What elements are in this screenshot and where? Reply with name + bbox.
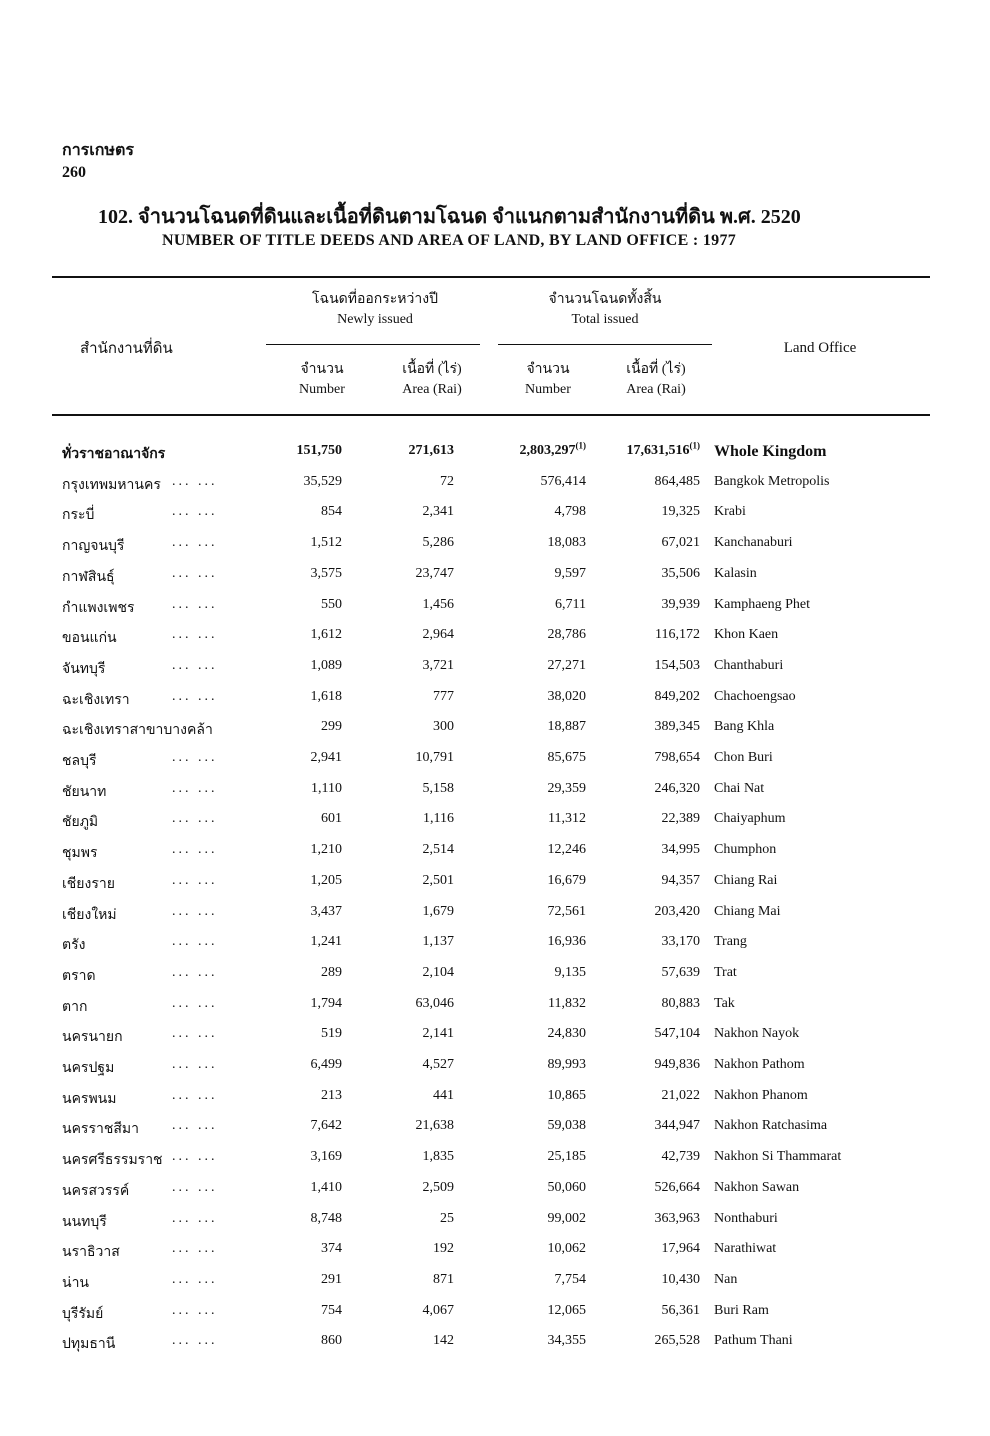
office-thai-cell: นครปฐม	[62, 1061, 115, 1076]
new-number-cell: 1,110	[311, 780, 342, 796]
header-number-thai: จำนวน	[300, 362, 344, 377]
new-number-cell: 601	[321, 811, 342, 827]
leader-dots: ... ...	[172, 872, 218, 888]
new-area-cell: 271,613	[408, 443, 454, 458]
table-row	[0, 504, 990, 534]
new-number-cell: 1,612	[310, 627, 342, 643]
total-area-cell: 34,995	[661, 842, 700, 858]
new-number-cell: 519	[321, 1026, 342, 1042]
new-number-cell: 1,205	[310, 872, 342, 888]
total-number-cell: 7,754	[554, 1271, 586, 1287]
total-number-cell: 16,679	[547, 872, 586, 888]
office-english-cell: Kanchanaburi	[714, 535, 793, 551]
office-thai-cell: กรุงเทพมหานคร	[62, 477, 161, 493]
total-area-cell: 798,654	[654, 750, 700, 765]
table-row	[0, 996, 990, 1026]
total-number-cell: 10,062	[547, 1241, 586, 1257]
new-number-cell: 151,750	[296, 443, 342, 458]
table-row	[0, 1272, 990, 1302]
leader-dots: ... ...	[172, 1302, 218, 1318]
office-english-cell: Pathum Thani	[714, 1333, 793, 1349]
table-row	[0, 934, 990, 964]
new-number-cell: 860	[321, 1333, 342, 1349]
new-number-cell: 213	[321, 1087, 342, 1103]
new-area-cell: 23,747	[415, 565, 454, 581]
leader-dots: ... ...	[172, 1271, 218, 1287]
header-area-english: Area (Rai)	[402, 382, 462, 397]
new-number-cell: 754	[321, 1302, 342, 1318]
total-number-cell: 11,312	[548, 811, 586, 827]
table-row	[0, 1211, 990, 1241]
new-number-cell: 1,512	[310, 535, 342, 551]
table-row	[0, 658, 990, 688]
new-area-cell: 72	[440, 473, 454, 489]
leader-dots: ... ...	[172, 1026, 218, 1042]
office-english-cell: Kalasin	[714, 565, 757, 581]
total-number-cell: 72,561	[547, 903, 586, 919]
office-english-cell: Chanthaburi	[714, 657, 784, 673]
leader-dots: ... ...	[172, 688, 218, 704]
total-number-cell: 27,271	[547, 657, 586, 673]
total-number-cell: 25,185	[547, 1149, 586, 1165]
total-area-cell: 389,345	[654, 719, 700, 735]
leader-dots: ... ...	[172, 750, 218, 765]
section-name: การเกษตร	[62, 142, 134, 159]
total-area-cell: 949,836	[654, 1057, 700, 1072]
new-number-cell: 3,575	[310, 565, 342, 581]
header-newly-thai: โฉนดที่ออกระหว่างปี	[312, 292, 438, 307]
leader-dots: ... ...	[172, 596, 218, 612]
office-thai-cell: ชลบุรี	[62, 754, 97, 769]
header-newly-number	[282, 360, 362, 400]
new-area-cell: 1,116	[423, 811, 454, 827]
total-area-cell: 39,939	[661, 596, 700, 612]
table-row	[0, 627, 990, 657]
new-area-cell: 1,137	[422, 934, 454, 950]
office-thai-cell: น่าน	[62, 1275, 90, 1291]
header-office-thai: สำนักงานที่ดิน	[80, 341, 173, 357]
office-english-cell: Nakhon Si Thammarat	[714, 1149, 842, 1165]
office-english-cell: Trang	[714, 934, 747, 950]
new-number-cell: 1,410	[310, 1179, 342, 1195]
office-english-cell: Chachoengsao	[714, 688, 796, 704]
office-thai-cell: กาญจนบุรี	[62, 539, 125, 555]
header-total-english: Total issued	[571, 312, 639, 327]
table-row	[0, 811, 990, 841]
office-thai-cell: เชียงใหม่	[62, 907, 117, 923]
office-english-cell: Chiang Mai	[714, 903, 781, 919]
header-office-english: Land Office	[783, 340, 857, 356]
total-area-cell: 17,964	[661, 1241, 700, 1257]
office-english-cell: Chai Nat	[714, 780, 765, 796]
new-area-cell: 871	[433, 1271, 454, 1287]
office-english-cell: Nakhon Sawan	[714, 1179, 800, 1195]
leader-dots: ... ...	[172, 1087, 218, 1103]
total-number-cell: 50,060	[547, 1179, 586, 1195]
office-english-cell: Nakhon Nayok	[714, 1026, 800, 1042]
table-row	[0, 842, 990, 872]
header-total-number	[508, 360, 588, 400]
office-thai-cell: ฉะเชิงเทรา	[62, 692, 130, 708]
office-thai-cell: นครพนม	[62, 1091, 117, 1107]
header-number-english: Number	[525, 382, 571, 397]
total-area-cell: 35,506	[661, 565, 700, 581]
total-number-cell: 99,002	[547, 1210, 586, 1226]
new-area-cell: 300	[433, 719, 454, 735]
office-thai-cell: ตาก	[62, 999, 88, 1015]
new-area-cell: 5,158	[422, 780, 454, 796]
header-total-thai: จำนวนโฉนดทั้งสิ้น	[548, 292, 662, 307]
total-area-cell: 57,639	[661, 964, 700, 980]
new-area-cell: 4,527	[422, 1057, 454, 1072]
total-number-cell: 28,786	[547, 627, 586, 643]
leader-dots: ... ...	[172, 535, 218, 551]
total-area-cell: 21,022	[661, 1087, 700, 1103]
office-english-cell: Whole Kingdom	[714, 443, 827, 460]
header-total-issued	[500, 290, 710, 330]
table-row	[0, 597, 990, 627]
office-english-cell: Nan	[714, 1271, 738, 1287]
leader-dots: ... ...	[172, 1118, 218, 1134]
new-area-cell: 1,456	[422, 596, 454, 612]
new-area-cell: 2,509	[422, 1179, 454, 1195]
office-english-cell: Bangkok Metropolis	[714, 473, 830, 489]
new-number-cell: 7,642	[310, 1118, 342, 1134]
new-area-cell: 2,141	[422, 1026, 454, 1042]
page-header	[62, 140, 134, 184]
total-area-cell: 526,664	[654, 1179, 700, 1195]
table-row	[0, 904, 990, 934]
new-number-cell: 1,618	[310, 688, 342, 704]
total-area-cell: 94,357	[661, 872, 700, 888]
total-number-cell: 34,355	[547, 1333, 586, 1349]
table-row	[0, 440, 990, 473]
new-number-cell: 8,748	[310, 1210, 342, 1226]
new-area-cell: 2,964	[422, 627, 454, 643]
office-thai-cell: ชัยภูมิ	[62, 815, 99, 831]
office-thai-cell: นครศรีธรรมราช	[62, 1153, 163, 1169]
table-row	[0, 965, 990, 995]
total-area-cell: 203,420	[654, 903, 700, 919]
table-row	[0, 1149, 990, 1179]
total-area-cell: 17,631,516$^{(1)}$	[626, 440, 700, 458]
office-english-cell: Nonthaburi	[714, 1210, 778, 1226]
total-area-cell: 344,947	[654, 1118, 700, 1134]
office-thai-cell: ตรัง	[62, 938, 86, 954]
total-area-cell: 154,503	[654, 657, 700, 673]
total-number-cell: 16,936	[547, 934, 586, 950]
new-number-cell: 1,241	[310, 934, 342, 950]
new-number-cell: 291	[321, 1271, 342, 1287]
total-area-cell: 547,104	[654, 1026, 700, 1042]
new-area-cell: 25	[440, 1210, 454, 1226]
office-thai-cell: ตราด	[62, 968, 96, 984]
new-area-cell: 1,835	[422, 1149, 454, 1165]
total-area-cell: 19,325	[661, 504, 700, 520]
total-area-cell: 33,170	[661, 934, 700, 950]
total-number-cell: 9,135	[554, 964, 586, 980]
total-number-cell: 12,065	[547, 1302, 586, 1318]
new-area-cell: 777	[433, 688, 454, 704]
total-number-cell: 576,414	[540, 473, 586, 489]
footnote-mark: (1)	[689, 440, 700, 451]
leader-dots: ... ...	[172, 842, 218, 858]
total-area-cell: 56,361	[661, 1302, 700, 1318]
total-number-cell: 12,246	[547, 842, 586, 858]
top-rule	[52, 276, 930, 278]
total-area-cell: 80,883	[661, 995, 700, 1011]
office-thai-cell: นครราชสีมา	[62, 1122, 139, 1138]
new-area-cell: 142	[433, 1333, 454, 1349]
new-area-cell: 2,501	[422, 872, 454, 888]
header-bottom-rule	[52, 414, 930, 416]
office-english-cell: Tak	[714, 995, 735, 1011]
office-thai-cell: บุรีรัมย์	[62, 1306, 104, 1322]
office-english-cell: Trat	[714, 964, 737, 980]
new-area-cell: 3,721	[422, 657, 454, 673]
total-area-cell: 67,021	[661, 535, 700, 551]
new-number-cell: 3,169	[310, 1149, 342, 1165]
total-number-cell: 59,038	[547, 1118, 586, 1134]
leader-dots: ... ...	[172, 995, 218, 1011]
office-english-cell: Chon Buri	[714, 750, 773, 765]
office-thai-cell: กาฬสินธุ์	[62, 569, 115, 585]
new-number-cell: 3,437	[310, 903, 342, 919]
header-newly-issued	[270, 290, 480, 330]
total-number-cell: 18,083	[547, 535, 586, 551]
total-area-cell: 42,739	[661, 1149, 700, 1165]
office-thai-cell: เชียงราย	[62, 876, 115, 892]
leader-dots: ... ...	[172, 934, 218, 950]
new-number-cell: 374	[321, 1241, 342, 1257]
header-number-thai: จำนวน	[526, 362, 570, 377]
footnote-mark: (1)	[575, 440, 586, 451]
office-thai-cell: ชัยนาท	[62, 784, 107, 800]
new-area-cell: 441	[433, 1087, 454, 1103]
new-number-cell: 289	[321, 964, 342, 980]
new-number-cell: 1,210	[310, 842, 342, 858]
table-row	[0, 1057, 990, 1087]
header-total-area	[606, 360, 706, 400]
office-thai-cell: นครสวรรค์	[62, 1183, 130, 1199]
office-thai-cell: นครนายก	[62, 1030, 123, 1046]
header-newly-area	[382, 360, 482, 400]
table-row	[0, 535, 990, 565]
total-area-cell: 864,485	[654, 473, 700, 489]
office-thai-cell: กำแพงเพชร	[62, 600, 135, 616]
office-thai-cell: ขอนแก่น	[62, 631, 117, 647]
office-english-cell: Chiang Rai	[714, 872, 778, 888]
table-row	[0, 689, 990, 719]
new-area-cell: 10,791	[415, 750, 454, 765]
total-subrule	[498, 344, 712, 345]
new-area-cell: 2,104	[422, 964, 454, 980]
total-area-cell: 116,172	[655, 627, 700, 643]
table-title-thai: 102. จำนวนโฉนดที่ดินและเนื้อที่ดินตามโฉนด จำแนกตามสำนักงานที่ดิน พ.ศ. 2520	[98, 206, 801, 228]
office-english-cell: Krabi	[714, 504, 746, 520]
office-english-cell: Chumphon	[714, 842, 777, 858]
office-english-cell: Narathiwat	[714, 1241, 777, 1257]
office-thai-cell: นนทบุรี	[62, 1214, 107, 1230]
new-area-cell: 2,341	[422, 504, 454, 520]
leader-dots: ... ...	[172, 657, 218, 673]
table-row	[0, 1180, 990, 1210]
header-area-thai: เนื้อที่ (ไร่)	[402, 362, 462, 377]
total-number-cell: 4,798	[554, 504, 586, 520]
total-number-cell: 38,020	[547, 688, 586, 704]
new-number-cell: 1,794	[310, 995, 342, 1011]
total-number-cell: 9,597	[554, 565, 586, 581]
table-row	[0, 719, 990, 749]
table-row	[0, 1118, 990, 1148]
new-number-cell: 35,529	[303, 473, 342, 489]
total-number-cell: 85,675	[547, 750, 586, 765]
leader-dots: ... ...	[172, 811, 218, 827]
page-number: 260	[62, 164, 86, 181]
header-newly-english: Newly issued	[337, 312, 413, 327]
office-thai-cell: นราธิวาส	[62, 1245, 120, 1261]
leader-dots: ... ...	[172, 903, 218, 919]
leader-dots: ... ...	[172, 627, 218, 643]
total-area-cell: 265,528	[654, 1333, 700, 1349]
office-english-cell: Bang Khla	[714, 719, 775, 735]
total-number-cell: 89,993	[547, 1057, 586, 1072]
new-area-cell: 1,679	[422, 903, 454, 919]
new-number-cell: 550	[321, 596, 342, 612]
leader-dots: ... ...	[172, 780, 218, 796]
total-area-cell: 22,389	[661, 811, 700, 827]
table-row	[0, 873, 990, 903]
total-number-cell: 29,359	[547, 780, 586, 796]
table-title-english: NUMBER OF TITLE DEEDS AND AREA OF LAND, BY LAND OFFICE : 1977	[162, 232, 737, 249]
total-area-cell: 10,430	[661, 1271, 700, 1287]
total-area-cell: 363,963	[654, 1210, 700, 1226]
leader-dots: ... ...	[172, 964, 218, 980]
office-thai-cell: ปทุมธานี	[62, 1337, 116, 1353]
total-number-cell: 11,832	[548, 995, 586, 1011]
office-thai-cell: กระบี่	[62, 508, 95, 524]
header-area-english: Area (Rai)	[626, 382, 686, 397]
leader-dots: ... ...	[172, 1241, 218, 1257]
total-number-cell: 10,865	[547, 1087, 586, 1103]
leader-dots: ... ...	[172, 1057, 218, 1072]
new-number-cell: 1,089	[310, 657, 342, 673]
table-row	[0, 1333, 990, 1363]
total-area-cell: 849,202	[654, 688, 700, 704]
table-row	[0, 750, 990, 780]
new-area-cell: 63,046	[415, 995, 454, 1011]
office-english-cell: Nakhon Ratchasima	[714, 1118, 828, 1134]
leader-dots: ... ...	[172, 1333, 218, 1349]
office-english-cell: Chaiyaphum	[714, 811, 786, 827]
table-row	[0, 566, 990, 596]
leader-dots: ... ...	[172, 1149, 218, 1165]
leader-dots: ... ...	[172, 473, 218, 489]
office-english-cell: Kamphaeng Phet	[714, 596, 811, 612]
total-number-cell: 2,803,297$^{(1)}$	[519, 440, 586, 458]
leader-dots: ... ...	[172, 565, 218, 581]
leader-dots: ... ...	[172, 504, 218, 520]
table-row	[0, 1303, 990, 1333]
total-area-cell: 246,320	[654, 780, 700, 796]
new-number-cell: 854	[321, 504, 342, 520]
office-thai-cell: ฉะเชิงเทราสาขาบางคล้า	[62, 723, 213, 739]
new-number-cell: 299	[321, 719, 342, 735]
new-number-cell: 2,941	[310, 750, 342, 765]
new-area-cell: 4,067	[422, 1302, 454, 1318]
office-english-cell: Nakhon Pathom	[714, 1057, 805, 1072]
leader-dots: ... ...	[172, 1210, 218, 1226]
newly-subrule	[266, 344, 480, 345]
office-thai-cell: ทั่วราชอาณาจักร	[62, 447, 166, 462]
header-number-english: Number	[299, 382, 345, 397]
new-area-cell: 21,638	[415, 1118, 454, 1134]
total-number-cell: 18,887	[547, 719, 586, 735]
table-row	[0, 781, 990, 811]
leader-dots: ... ...	[172, 1179, 218, 1195]
office-english-cell: Buri Ram	[714, 1302, 769, 1318]
new-number-cell: 6,499	[310, 1057, 342, 1072]
table-row	[0, 1241, 990, 1271]
new-area-cell: 192	[433, 1241, 454, 1257]
total-number-cell: 6,711	[555, 596, 586, 612]
total-number-cell: 24,830	[547, 1026, 586, 1042]
new-area-cell: 2,514	[422, 842, 454, 858]
office-english-cell: Nakhon Phanom	[714, 1087, 808, 1103]
office-thai-cell: จันทบุรี	[62, 661, 106, 677]
table-row	[0, 1088, 990, 1118]
table-row	[0, 474, 990, 504]
table-row	[0, 1026, 990, 1056]
header-area-thai: เนื้อที่ (ไร่)	[626, 362, 686, 377]
office-thai-cell: ชุมพร	[62, 846, 98, 862]
office-english-cell: Khon Kaen	[714, 627, 779, 643]
new-area-cell: 5,286	[422, 535, 454, 551]
